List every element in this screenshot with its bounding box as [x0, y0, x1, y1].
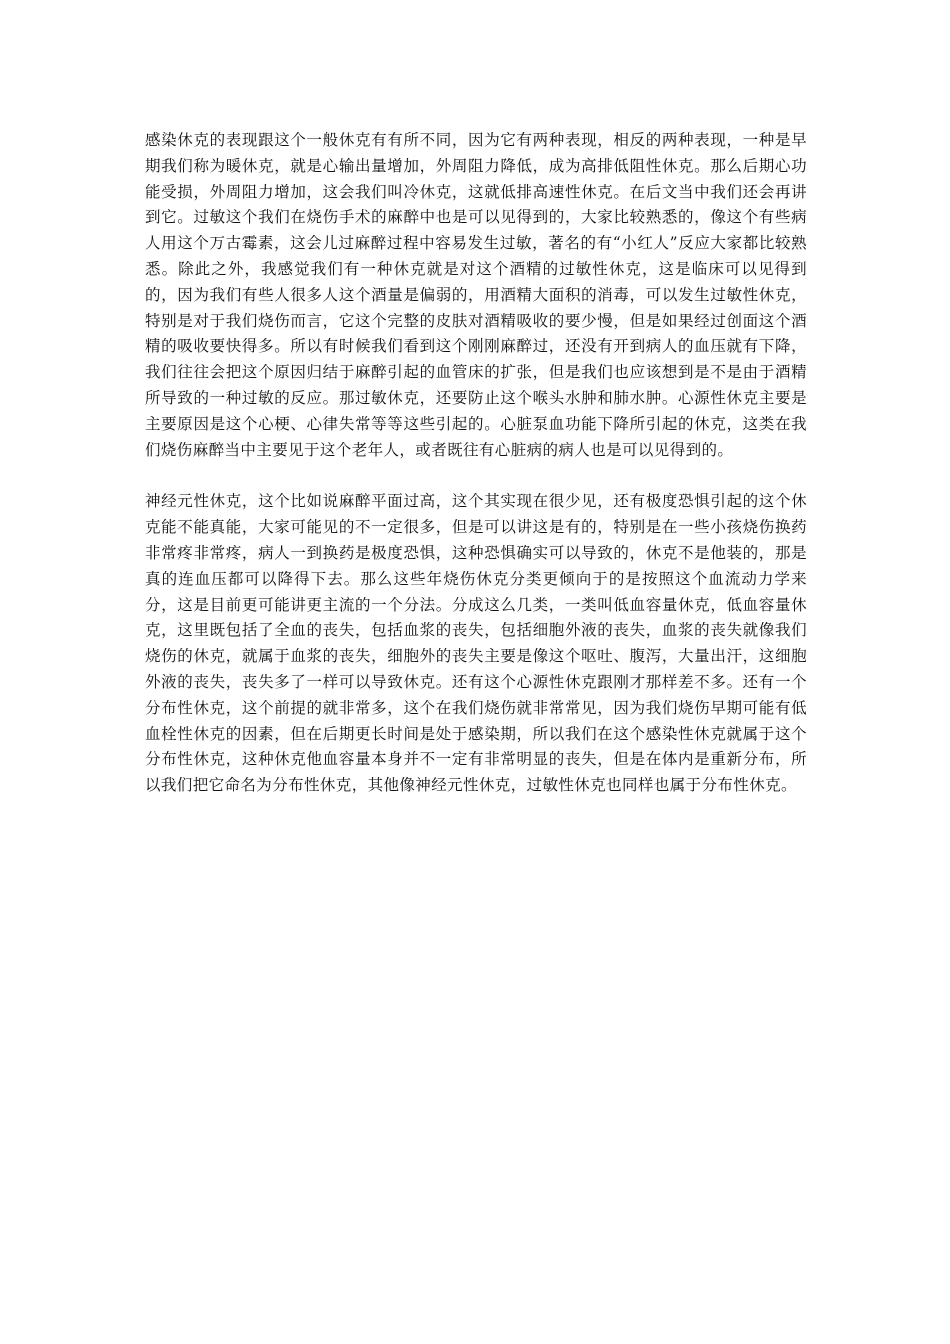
paragraph-septic-shock: 感染休克的表现跟这个一般休克有有所不同，因为它有两种表现，相反的两种表现，一种是早期我们称为暖休克，就是心输出量增加，外周阻力降低，成为高排低阻性休克。那么后期心功能受损，外周阻力增加，这会我们叫冷休克，这就低排高速性休克。在后文当中我们还会再讲到它。过敏这个我们在烧伤手术的麻醉中也是可以见得到的，大家比较熟悉的，像这个有些病人用这个万古霉素，这会儿过麻醉过程中容易发生过敏，著名的有“小红人”反应大家都比较熟悉。除此之外，我感觉我们有一种休克就是对这个酒精的过敏性休克，这是临床可以见得到的，因为我们有些人很多人这个酒量是偏弱的，用酒精大面积的消毒，可以发生过敏性休克，特别是对于我们烧伤而言，它这个完整的皮肤对酒精吸收的要少慢，但是如果经过创面这个酒精的吸收要快得多。所以有时候我们看到这个刚刚麻醉过，还没有开到病人的血压就有下降，我们往往会把这个原因归结于麻醉引起的血管床的扩张，但是我们也应该想到是不是由于酒精所导致的一种过敏的反应。那过敏休克，还要防止这个喉头水肿和肺水肿。心源性休克主要是主要原因是这个心梗、心律失常等等这些引起的。心脏泵血功能下降所引起的休克，这类在我们烧伤麻醉当中主要见于这个老年人，或者既往有心脏病的病人也是可以见得到的。	[145, 131, 807, 459]
document-body	[145, 128, 807, 799]
paragraph-neurogenic-shock: 神经元性休克，这个比如说麻醉平面过高，这个其实现在很少见，还有极度恐惧引起的这个休克能不能真能，大家可能见的不一定很多，但是可以讲这是有的，特别是在一些小孩烧伤换药非常疼非常疼，病人一到换药是极度恐惧，这种恐惧确实可以导致的，休克不是他装的，那是真的连血压都可以降得下去。那么这些年烧伤休克分类更倾向于的是按照这个血流动力学来分，这是目前更可能讲更主流的一个分法。分成这么几类，一类叫低血容量休克，低血容量休克，这里既包括了全血的丧失，包括血浆的丧失，包括细胞外液的丧失，血浆的丧失就像我们烧伤的休克，就属于血浆的丧失，细胞外的丧失主要是像这个呕吐、腹泻，大量出汗，这细胞外液的丧失，丧失多了一样可以导致休克。还有这个心源性休克跟刚才那样差不多。还有一个分布性休克，这个前提的就非常多，这个在我们烧伤就非常常见，因为我们烧伤早期可能有低血栓性休克的因素，但在后期更长时间是处于感染期，所以我们在这个感染性休克就属于这个分布性休克，这种休克他血容量本身并不一定有非常明显的丧失，但是在体内是重新分布，所以我们把它命名为分布性休克，其他像神经元性休克，过敏性休克也同样也属于分布性休克。	[145, 492, 807, 795]
